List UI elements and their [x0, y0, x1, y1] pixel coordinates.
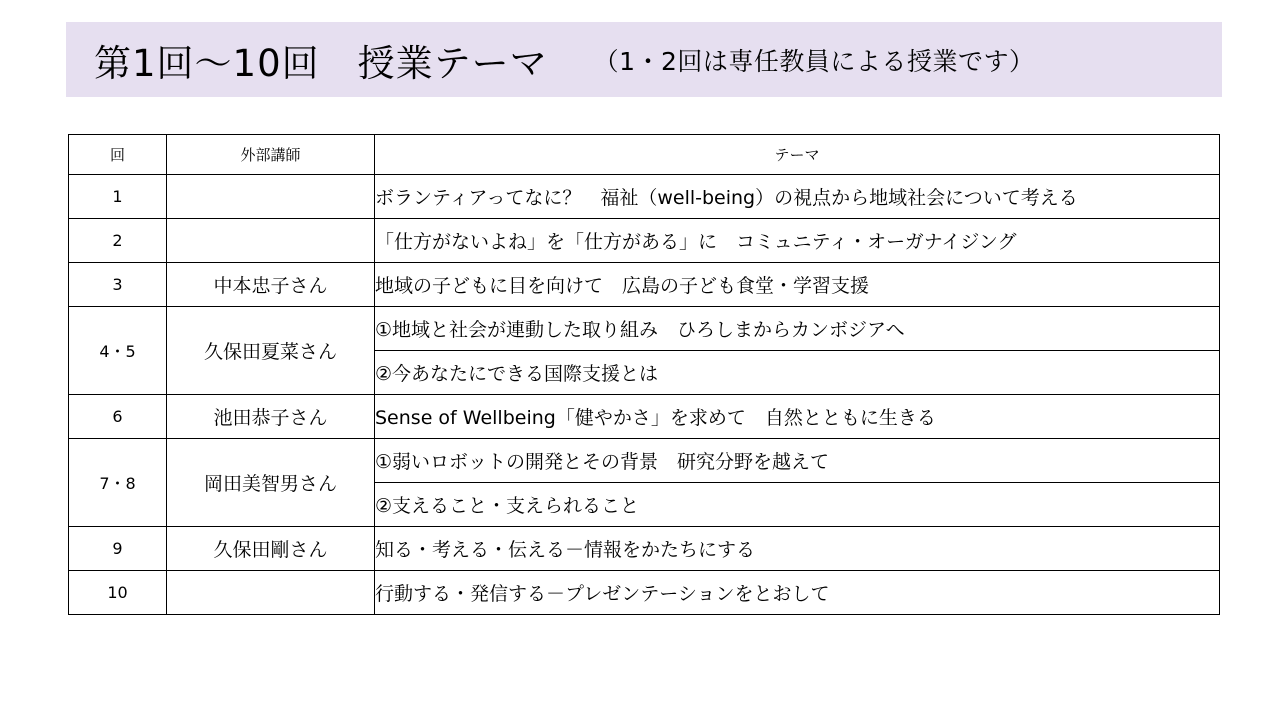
header-lecturer: 外部講師 [167, 135, 375, 175]
table-row [69, 263, 1220, 307]
session-number: 6 [69, 395, 167, 439]
session-number: 2 [69, 219, 167, 263]
lecturer-name: 中本忠子さん [167, 263, 375, 307]
schedule-table [68, 134, 1220, 615]
session-number: 10 [69, 571, 167, 615]
session-number: 9 [69, 527, 167, 571]
page-subtitle: （1・2回は専任教員による授業です） [593, 46, 1035, 76]
theme-text: ①弱いロボットの開発とその背景 研究分野を越えて [375, 439, 1220, 483]
lecturer-name: 久保田剛さん [167, 527, 375, 571]
session-number: 3 [69, 263, 167, 307]
lecturer-name [167, 175, 375, 219]
header-num: 回 [69, 135, 167, 175]
table-row [69, 571, 1220, 615]
session-number: 4・5 [69, 307, 167, 395]
lecturer-name [167, 219, 375, 263]
table-header-row [69, 135, 1220, 175]
theme-text: ②支えること・支えられること [375, 483, 1220, 527]
title-banner [66, 22, 1222, 97]
theme-text: 「仕方がないよね」を「仕方がある」に コミュニティ・オーガナイジング [375, 219, 1220, 263]
header-theme: テーマ [375, 135, 1220, 175]
theme-text: Sense of Wellbeing「健やかさ」を求めて 自然とともに生きる [375, 395, 1220, 439]
lecturer-name: 岡田美智男さん [167, 439, 375, 527]
table-row [69, 175, 1220, 219]
table-row [69, 527, 1220, 571]
table-row [69, 395, 1220, 439]
theme-text: ②今あなたにできる国際支援とは [375, 351, 1220, 395]
lecturer-name: 久保田夏菜さん [167, 307, 375, 395]
theme-text: 知る・考える・伝える－情報をかたちにする [375, 527, 1220, 571]
lecturer-name: 池田恭子さん [167, 395, 375, 439]
theme-text: 地域の子どもに目を向けて 広島の子ども食堂・学習支援 [375, 263, 1220, 307]
table-row [69, 219, 1220, 263]
table-row [69, 439, 1220, 483]
theme-text: ボランティアってなに？ 福祉（well-being）の視点から地域社会について考える [375, 175, 1220, 219]
theme-text: 行動する・発信する－プレゼンテーションをとおして [375, 571, 1220, 615]
theme-text: ①地域と社会が連動した取り組み ひろしまからカンボジアへ [375, 307, 1220, 351]
page-title: 第1回～10回 授業テーマ [94, 41, 548, 85]
lecturer-name [167, 571, 375, 615]
session-number: 1 [69, 175, 167, 219]
table-row [69, 307, 1220, 351]
session-number: 7・8 [69, 439, 167, 527]
